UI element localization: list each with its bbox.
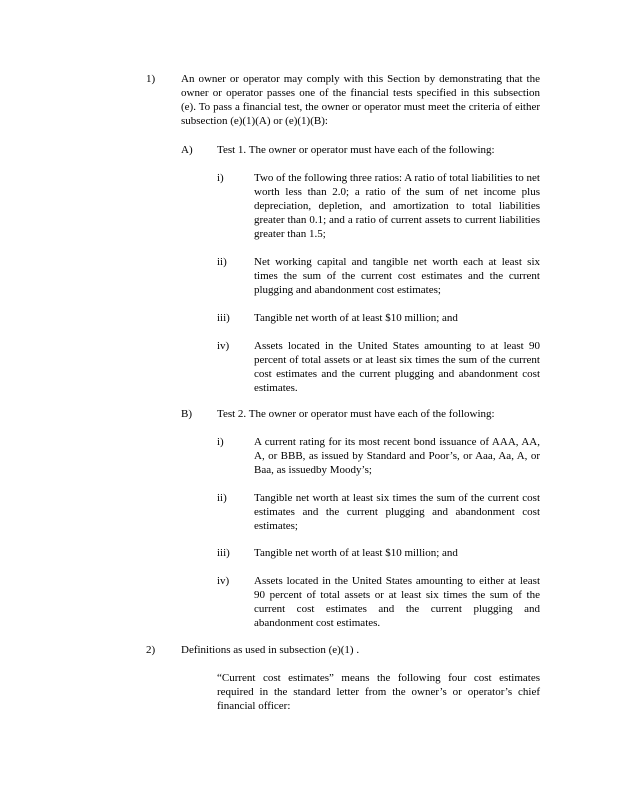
subsection-a-text: Test 1. The owner or operator must have each of the following:	[217, 144, 495, 156]
a-point-ii-label: ii)	[217, 256, 227, 268]
a-point-i-text: Two of the following three ratios: A ratio of total liabilities to net worth less than 2.0; a ratio of the sum of net income plus depreciation, depletion, and amortization to total liabilities greater than 0.1; and a ratio of current assets to current liabilities greater than 1.5;	[254, 172, 540, 240]
b-point-iv-text: Assets located in the United States amounting to either at least 90 percent of total assets or at least six times the sum of the current cost estimates and the current plugging and abandonment cost estimates.	[254, 575, 540, 629]
subsection-b-text: Test 2. The owner or operator must have each of the following:	[217, 408, 495, 420]
b-point-i-label: i)	[217, 436, 224, 448]
item-1-text: An owner or operator may comply with this Section by demonstrating that the owner or operator passes one of the financial tests specified in this subsection (e). To pass a financial test, the owner or operator must meet the criteria of either subsection (e)(1)(A) or (e)(1)(B):	[181, 73, 540, 127]
current-cost-estimates-definition: “Current cost estimates” means the following four cost estimates required in the standard letter from the owner’s or operator’s chief financial officer:	[217, 672, 540, 712]
a-point-iii-label: iii)	[217, 312, 230, 324]
b-point-i-text: A current rating for its most recent bond issuance of AAA, AA, A, or BBB, as issued by Standard and Poor’s, or Aaa, Aa, A, or Baa, as issuedby Moody’s;	[254, 436, 540, 476]
b-point-iii-label: iii)	[217, 547, 230, 559]
item-1-label: 1)	[146, 73, 156, 85]
b-point-iv-label: iv)	[217, 575, 230, 587]
item-2-text: Definitions as used in subsection (e)(1) .	[181, 644, 360, 656]
a-point-iv-text: Assets located in the United States amounting to at least 90 percent of total assets or at least six times the sum of the current cost estimates and the current plugging and abandonment cost estimates.	[254, 340, 540, 394]
a-point-iv-label: iv)	[217, 340, 230, 352]
b-point-iii-text: Tangible net worth of at least $10 million; and	[254, 547, 458, 559]
item-2-label: 2)	[146, 644, 156, 656]
a-point-ii-text: Net working capital and tangible net worth each at least six times the sum of the current cost estimates and the current plugging and abandonment cost estimates;	[254, 256, 540, 296]
a-point-iii-text: Tangible net worth of at least $10 million; and	[254, 312, 458, 324]
subsection-b-label: B)	[181, 408, 192, 420]
subsection-a-label: A)	[181, 144, 193, 156]
b-point-ii-text: Tangible net worth at least six times the sum of the current cost estimates and the current plugging and abandonment cost estimates;	[254, 492, 540, 532]
a-point-i-label: i)	[217, 172, 224, 184]
b-point-ii-label: ii)	[217, 492, 227, 504]
